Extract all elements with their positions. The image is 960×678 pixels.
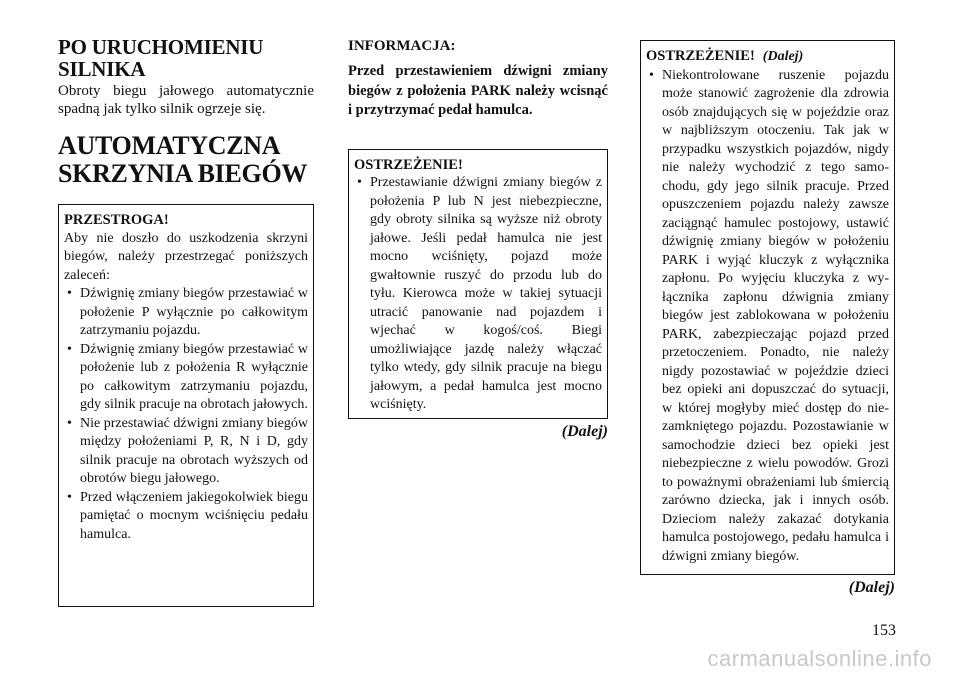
heading-after-start: PO URUCHOMIENIU SILNIKA (58, 35, 264, 81)
warning-box-continued (640, 40, 895, 575)
warning-list (354, 174, 602, 415)
heading-automatic-transmission: AUTOMATYCZNA SKRZYNIA BIEGÓW (58, 131, 308, 188)
caution-item: • Nie przestawiać dźwigni zmiany biegów między położeniami P, R, N i D, gdy silnik pracuje na obrotach wyższych od obrotów biegu jałowego. (64, 415, 308, 489)
caution-item: • Dźwignię zmiany biegów przestawiać w położenie lub z położenia R wyłącznie po całkowitym zatrzymaniu pojazdu, gdy silnik pracuje na obrotach jałowych. (64, 341, 308, 415)
column-right (640, 40, 895, 597)
info-text: Przed przestawieniem dźwigni zmiany biegów z położenia PARK należy wcisnąć i przytrzymać pedał hamulca. (348, 63, 608, 118)
warning-title-note: (Dalej) (762, 49, 804, 64)
caution-item: • Przed włączeniem jakiegokolwiek biegu pamiętać o mocnym wciśnięciu pedału hamulca. (64, 489, 308, 545)
continued-label: (Dalej) (561, 422, 608, 440)
warning-list (646, 67, 889, 567)
warning-item: • Niekontrolowane ruszenie pojazdu może stanowić zagrożenie dla zdrowia osób znajdujących się w pojeździe oraz w najbliższym otoczeniu. Tak jak w przypadku wszystkich pojazdów, nigdy nie należy wychodzić z tego samochodu, gdy jego silnik pracuje. Przed opuszczeniem pojazdu należy zawsze zaciągnąć hamulec postojowy, ustawić dźwignię zmiany biegów w położeniu PARK i wyjąć kluczyk z wyłącznika zapłonu. Po wyjęciu kluczyka z wyłącznika zapłonu dźwignia zmiany biegów jest zablokowana w położeniu PARK, zabezpieczając pojazd przed przetoczeniem. Ponadto, nie należy nigdy pozostawiać w pojeździe dzieci bez opieki ani dopuszczać do sytuacji, w której mogłyby mieć dostęp do niezamkniętego pojazdu. Pozostawianie w samochodzie dzieci bez opieki jest niebezpieczne z wielu powodów. Grozi to poważnymi obrażeniami lub śmiercią zarówno dziecka, jak i innych osób. Dzieciom należy zakazać dotykania hamulca postojowego, pedału hamulca i dźwigni zmiany biegów. (646, 67, 889, 567)
warning-item: • Przestawianie dźwigni zmiany biegów z położenia P lub N jest niebezpieczne, gdy obroty silnika są wyższe niż obroty jałowe. Jeśli pedał hamulca nie jest mocno wciśnięty, pojazd może gwałtownie ruszyć do przodu lub do tyłu. Kierowca może w takiej sytuacji utracić panowanie nad pojazdem i wjechać w kogoś/coś. Biegi umożliwiające jazdę należy włączać tylko wtedy, gdy silnik pracuje na biegu jałowym, a pedał hamulca jest mocno wciśnięty. (354, 174, 602, 415)
warning-title: OSTRZEŻENIE! (646, 48, 755, 64)
watermark: carmanualsonline.info (707, 646, 932, 671)
page-number: 153 (872, 622, 896, 639)
continued-label: (Dalej) (848, 579, 895, 596)
caution-item: • Dźwignię zmiany biegów przestawiać w położenie P wyłącznie po całkowitym zatrzymaniu pojazdu. (64, 285, 308, 341)
caution-box (58, 204, 314, 607)
caution-list (64, 285, 308, 544)
idle-speed-paragraph: Obroty biegu jałowego automatycznie spadną jak tylko silnik ogrzeje się. (58, 83, 314, 117)
warning-title-row (646, 47, 889, 67)
warning-title: OSTRZEŻENIE! (354, 156, 463, 173)
warning-box (348, 149, 608, 419)
column-middle (348, 36, 608, 441)
caution-intro: Aby nie doszło do uszkodzenia skrzyni biegów, należy przestrzegać poniższych zaleceń: (64, 230, 308, 283)
column-left (58, 36, 314, 607)
caution-title: PRZESTROGA! (64, 212, 169, 228)
info-title: INFORMACJA: (348, 38, 456, 54)
